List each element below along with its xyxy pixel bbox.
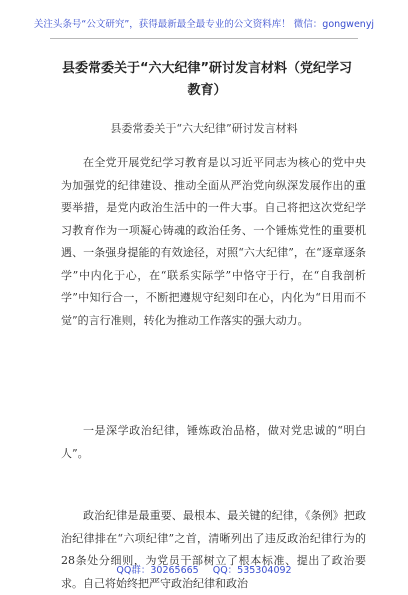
footer-qq-group: QQ群：30265665 — [116, 565, 199, 576]
paragraph-heading-one: 一是深学政治纪律，锤炼政治品格，做对党忠诚的“明白人”。 — [61, 424, 366, 460]
document-subtitle: 县委常委关于“六大纪律”研讨发言材料 — [110, 122, 298, 135]
footer-contact — [0, 562, 408, 576]
paragraph-political-discipline: 政治纪律是最重要、最根本、最关键的纪律，《条例》把政治纪律排在“六项纪律”之首，清晰列出了违反政治纪律行为的28条处分细则，为党员干部树立了根本标准、提出了政治要求。自己将始终把严守政治纪律和政治 — [61, 509, 366, 590]
top-banner: 关注头条号“公文研究”，获得最新最全最专业的公文资料库！ 微信：gongwenyj — [33, 19, 375, 30]
document-title: 县委常委关于“六大纪律”研讨发言材料（党纪学习教育） — [61, 61, 353, 98]
paragraph-intro: 在全党开展党纪学习教育是以习近平同志为核心的党中央为加强党的纪律建设、推动全面从严治党向纵深发展作出的重要举措，是党内政治生活中的一件大事。自己将把这次党纪学习教育作为一项凝心铸魂的政治任务、一个锤炼党性的重要机遇、一条强身提能的有效途径，对照“六大纪律”，在“逐章逐条学”中内化于心，在“联系实际学”中恪守于行，在“自我剖析学”中知行合一，不断把遵规守纪刻印在心，内化为“日用而不觉”的言行准则，转化为推动工作落实的强大动力。 — [61, 156, 366, 327]
footer-qq: QQ：535304092 — [212, 565, 292, 576]
header-divider — [50, 38, 358, 39]
